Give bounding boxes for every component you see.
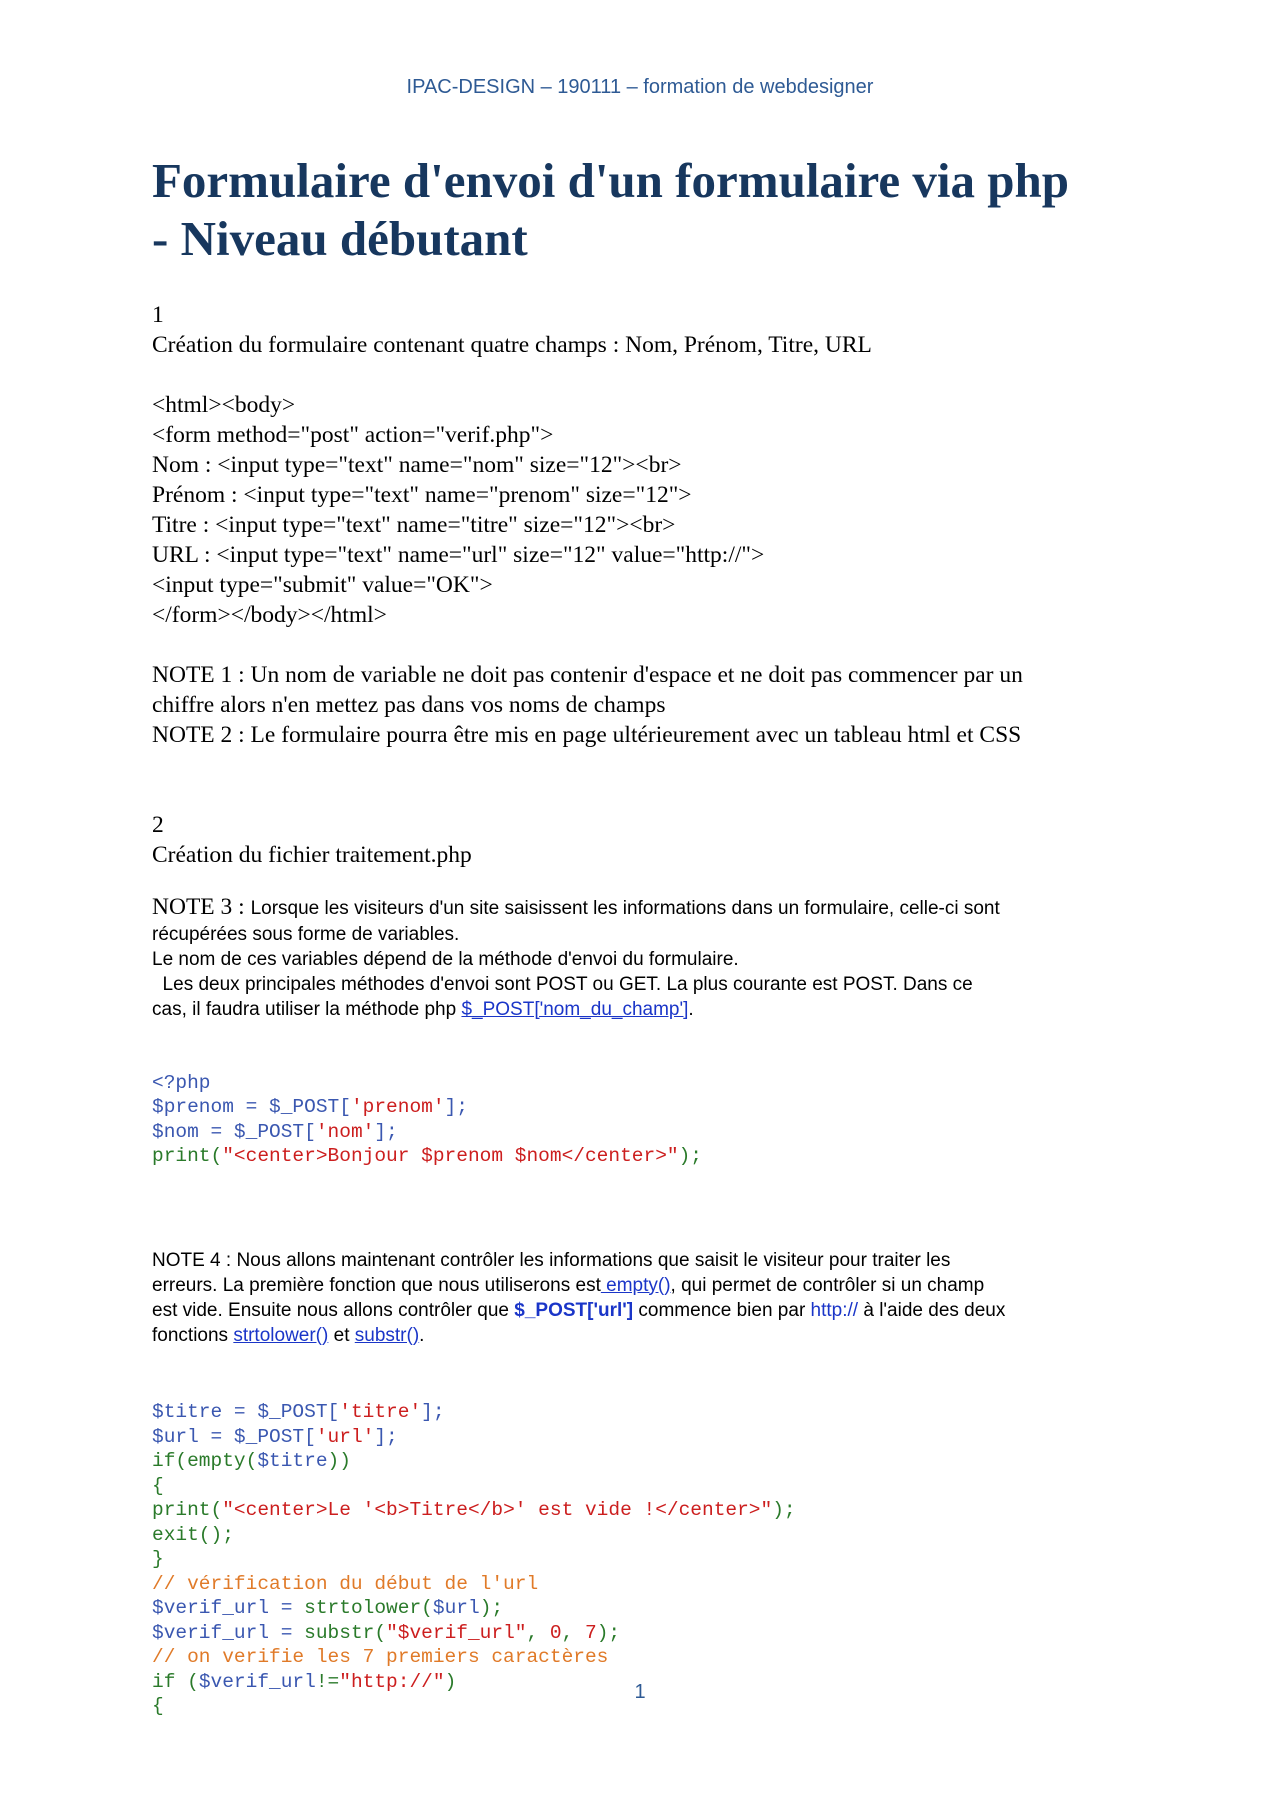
note-1-line-2: chiffre alors n'en mettez pas dans vos noms de champs [152, 692, 666, 718]
html-line: <form method="post" action="verif.php"> [152, 422, 554, 448]
code-fn: print( [152, 1145, 223, 1167]
title-line-1: Formulaire d'envoi d'un formulaire via php [152, 153, 1070, 208]
code-comment: // vérification du début de l'url [152, 1572, 539, 1595]
section-2 [152, 810, 1132, 870]
strtolower-link[interactable]: strtolower() [233, 1324, 329, 1346]
document-title [152, 152, 1132, 268]
note-3-line-2: récupérées sous forme de variables. [152, 924, 460, 945]
section-1 [152, 300, 1132, 750]
substr-link[interactable]: substr() [354, 1324, 420, 1346]
html-line: <input type="submit" value="OK"> [152, 572, 493, 598]
note-3 [152, 892, 1132, 1022]
note-4: NOTE 4 : Nous allons maintenant contrôler les informations que saisit le visiteur pour traiter les erreurs. La première fonction que nous utiliserons est empty(), qui permet de contrôler si un champ est vide. Ensuite nous allons contrôler que $_POST['url'] commence bien par http:// à l'aide des deux fonctions strtolower() et substr(). [152, 1248, 1132, 1348]
php-code-block-1: <?php $prenom = $_POST['prenom']; $nom = $_POST['nom']; print("<center>Bonjour $prenom $nom</center>"); [152, 1046, 1132, 1218]
html-line: Nom : <input type="text" name="nom" size="12"><br> [152, 452, 682, 478]
html-line: URL : <input type="text" name="url" size="12" value="http://"> [152, 542, 765, 568]
page-number: 1 [634, 1681, 646, 1703]
html-line: Prénom : <input type="text" name="prenom" size="12"> [152, 482, 692, 508]
post-nom-du-champ-link[interactable]: $_POST['nom_du_champ'] [461, 999, 689, 1020]
code-comment: // on verifie les 7 premiers caractères [152, 1646, 609, 1668]
note-3-line-5: cas, il faudra utiliser la méthode php [152, 999, 462, 1020]
title-line-2: - Niveau débutant [152, 211, 528, 266]
code-var: $nom [152, 1120, 199, 1143]
note-4-line-1: NOTE 4 : Nous allons maintenant contrôler les informations que saisit le visiteur pour traiter les [152, 1249, 951, 1271]
section-1-heading: Création du formulaire contenant quatre champs : Nom, Prénom, Titre, URL [152, 332, 872, 358]
html-line: <html><body> [152, 392, 296, 418]
note-3-line-1: Lorsque les visiteurs d'un site saisissent les informations dans un formulaire, celle-ci sont [250, 898, 1000, 919]
note-3-line-3: Le nom de ces variables dépend de la méthode d'envoi du formulaire. [152, 949, 739, 970]
section-2-number: 2 [152, 812, 164, 838]
php-code-block-2: $titre = $_POST['titre']; $url = $_POST['url']; if(empty($titre)) { print("<center>Le '<b>Titre</b>' est vide !</center>"); exit(); } // vérification du début de l'url $verif_url = strtolower($url); $verif_url = substr("$verif_url", 0, 7); // on verifie les 7 premiers caractères if ($verif_url!="http://") { [152, 1376, 1132, 1768]
html-code-block [152, 390, 1132, 630]
post-url-text: $_POST['url'] [514, 1299, 634, 1321]
note-1-line-1: NOTE 1 : Un nom de variable ne doit pas contenir d'espace et ne doit pas commencer par un [152, 662, 1023, 688]
note-2: NOTE 2 : Le formulaire pourra être mis en page ultérieurement avec un tableau html et CSS [152, 722, 1022, 748]
http-text: http:// [810, 1299, 859, 1321]
note-3-end: . [688, 999, 694, 1020]
code-php-open: <?php [152, 1071, 211, 1094]
document-content [152, 152, 1132, 1768]
note-3-label: NOTE 3 : [152, 894, 251, 920]
html-line: Titre : <input type="text" name="titre" size="12"><br> [152, 512, 676, 538]
section-1-number: 1 [152, 302, 164, 328]
html-line: </form></body></html> [152, 602, 387, 628]
note-3-line-4: Les deux principales méthodes d'envoi sont POST ou GET. La plus courante est POST. Dans ce [152, 974, 973, 995]
empty-link[interactable]: empty() [600, 1274, 671, 1296]
page-header: IPAC-DESIGN – 190111 – formation de webdesigner [406, 76, 874, 98]
section-2-heading: Création du fichier traitement.php [152, 842, 472, 868]
code-var: $prenom [152, 1096, 234, 1118]
